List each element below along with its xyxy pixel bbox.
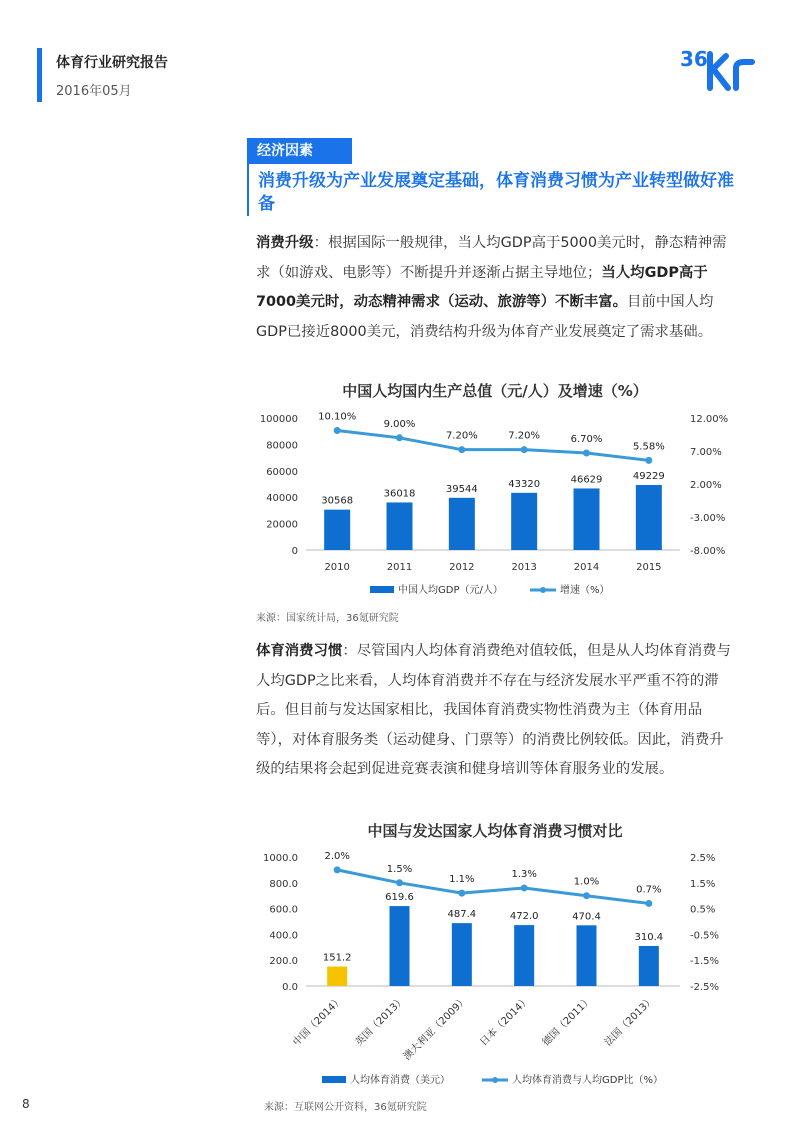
section-divider [247, 164, 249, 216]
right-axis-tick-label: 1.5% [690, 878, 716, 890]
bar [449, 498, 475, 550]
right-axis-tick-label: 12.00% [690, 414, 729, 425]
right-axis-tick-label: -0.5% [690, 930, 720, 942]
bar-value-label: 472.0 [509, 911, 539, 923]
bar [387, 502, 413, 550]
line-point [458, 446, 465, 453]
line-value-label: 2.0% [324, 850, 350, 862]
paragraph-bold-text: 当人均GDP高于7000美元时，动态精神需求（运动、旅游等）不断丰富。 [256, 264, 708, 310]
page-number: 8 [22, 1097, 30, 1111]
right-axis-tick-label: -3.00% [690, 513, 726, 524]
paragraph-lead: 体育消费习惯 [256, 643, 343, 659]
category-label: 中国（2014） [291, 994, 346, 1049]
category-label: 日本（2014） [478, 994, 533, 1049]
chart2-title: 中国与发达国家人均体育消费习惯对比 [367, 822, 623, 840]
line-value-label: 9.00% [383, 418, 416, 430]
paragraph-text: 目前中国人均GDP已接近8000美元，消费结构升级为体育产业发展奠定了需求基础。 [256, 294, 714, 340]
bar-value-label: 36018 [383, 488, 416, 500]
chart2-source: 来源：互联网公开资料，36氪研究院 [264, 1102, 427, 1113]
legend-bar-swatch [370, 586, 394, 593]
sports-consumption-chart [250, 843, 740, 1093]
bar-value-label: 151.2 [322, 952, 352, 964]
bar [511, 493, 537, 550]
report-date: 2016年05月 [56, 84, 132, 99]
header-accent-bar [37, 48, 42, 102]
category-label: 2015 [636, 562, 662, 573]
line-point [521, 884, 528, 891]
left-axis-tick-label: 20000 [266, 519, 298, 531]
paragraph-text: ：尽管国内人均体育消费绝对值较低，但是从人均体育消费与人均GDP之比来看，人均体育消费并不存在与经济发展水平严重不符的滞后。但目前与发达国家相比，我国体育消费实物性消费为主（体育用品等），对体育服务类（运动健身、门票等）的消费比例较低。因此，消费升级的结果将会起到促进竞赛表演和健身培训等体育服务业的发展。 [256, 643, 731, 777]
left-axis-tick-label: 100000 [259, 414, 298, 425]
bar [639, 946, 659, 986]
line-value-label: 5.58% [632, 441, 665, 453]
category-label: 2012 [449, 562, 475, 573]
right-axis-tick-label: -2.5% [690, 982, 720, 993]
left-axis-tick-label: 80000 [266, 440, 298, 452]
left-axis-tick-label: 1000.0 [263, 853, 298, 864]
category-label: 2013 [511, 562, 537, 573]
left-axis-tick-label: 600.0 [269, 904, 298, 916]
left-axis-tick-label: 800.0 [269, 878, 298, 890]
line-value-label: 6.70% [570, 433, 603, 445]
line-value-label: 7.20% [508, 430, 541, 442]
bar [514, 925, 534, 986]
legend-line-label: 增速（%） [560, 585, 610, 596]
paragraph-sports-consumption [256, 637, 734, 785]
bar [574, 488, 600, 550]
bar-value-label: 49229 [632, 471, 665, 483]
gdp-chart [250, 405, 740, 605]
category-label: 澳大利亚（2009） [401, 994, 470, 1063]
line-value-label: 1.0% [573, 876, 600, 888]
right-axis-tick-label: 2.5% [690, 853, 716, 864]
legend-bar-label: 人均体育消费（美元） [350, 1075, 450, 1086]
line-point [334, 427, 341, 434]
left-axis-tick-label: 0 [291, 546, 298, 557]
right-axis-tick-label: 0.5% [690, 904, 716, 916]
bar [390, 906, 410, 986]
line-value-label: 1.3% [511, 868, 537, 880]
section-tag: 经济因素 [247, 138, 352, 164]
category-label: 2011 [386, 562, 413, 573]
line-value-label: 7.20% [445, 430, 478, 442]
line-point [396, 434, 403, 441]
left-axis-tick-label: 40000 [266, 493, 298, 505]
line-point [645, 457, 652, 464]
line-point [583, 892, 590, 899]
paragraph-lead: 消费升级 [256, 235, 314, 251]
bar [577, 925, 597, 986]
section-headline: 消费升级为产业发展奠定基础，体育消费习惯为产业转型做好准备 [258, 171, 734, 214]
line-point [396, 879, 403, 886]
legend-line-marker [492, 1077, 498, 1083]
line-value-label: 10.10% [318, 411, 357, 423]
line-value-label: 1.1% [449, 874, 475, 886]
svg-text:36: 36 [680, 47, 708, 71]
legend-line-label: 人均体育消费与人均GDP比（%） [512, 1075, 663, 1086]
line-point [645, 900, 652, 907]
paragraph-text: ：根据国际一般规律，当人均GDP高于5000美元时，静态精神需求（如游戏、电影等）不断提升并逐渐占据主导地位； [256, 235, 727, 281]
category-label: 2014 [573, 562, 600, 573]
line-value-label: 1.5% [386, 863, 413, 875]
legend-bar-swatch [322, 1076, 346, 1083]
paragraph-consumption-upgrade [256, 229, 734, 347]
bar-value-label: 46629 [570, 474, 603, 486]
bar-value-label: 619.6 [385, 892, 414, 904]
right-axis-tick-label: -8.00% [690, 546, 726, 557]
bar [636, 485, 662, 550]
bar-value-label: 39544 [445, 483, 478, 495]
report-title: 体育行业研究报告 [56, 55, 168, 71]
line-point [583, 449, 590, 456]
bar-value-label: 487.4 [447, 909, 477, 921]
chart1-title: 中国人均国内生产总值（元/人）及增速（%） [342, 382, 648, 400]
bar-value-label: 43320 [508, 478, 541, 490]
category-label: 法国（2013） [602, 994, 657, 1049]
category-label: 2010 [324, 562, 350, 573]
line-value-label: 0.7% [636, 884, 662, 896]
bar-value-label: 30568 [321, 495, 354, 507]
line-point [334, 866, 341, 873]
bar-value-label: 470.4 [572, 911, 601, 923]
bar [324, 510, 350, 550]
left-axis-tick-label: 200.0 [269, 956, 298, 968]
legend-bar-label: 中国人均GDP（元/人） [398, 585, 503, 596]
bar [327, 966, 347, 986]
right-axis-tick-label: -1.5% [690, 956, 720, 968]
bar-value-label: 310.4 [634, 931, 664, 943]
line-point [458, 890, 465, 897]
left-axis-tick-label: 60000 [266, 466, 298, 478]
left-axis-tick-label: 0.0 [282, 982, 298, 993]
chart1-source: 来源：国家统计局，36氪研究院 [256, 613, 399, 624]
left-axis-tick-label: 400.0 [269, 930, 298, 942]
category-label: 德国（2011） [540, 994, 595, 1049]
bar [452, 923, 472, 986]
right-axis-tick-label: 7.00% [690, 447, 722, 458]
line-point [521, 446, 528, 453]
category-label: 英国（2013） [353, 994, 408, 1049]
right-axis-tick-label: 2.00% [690, 480, 722, 491]
growth-line [337, 870, 649, 904]
brand-logo [680, 44, 764, 92]
legend-line-marker [540, 587, 546, 593]
